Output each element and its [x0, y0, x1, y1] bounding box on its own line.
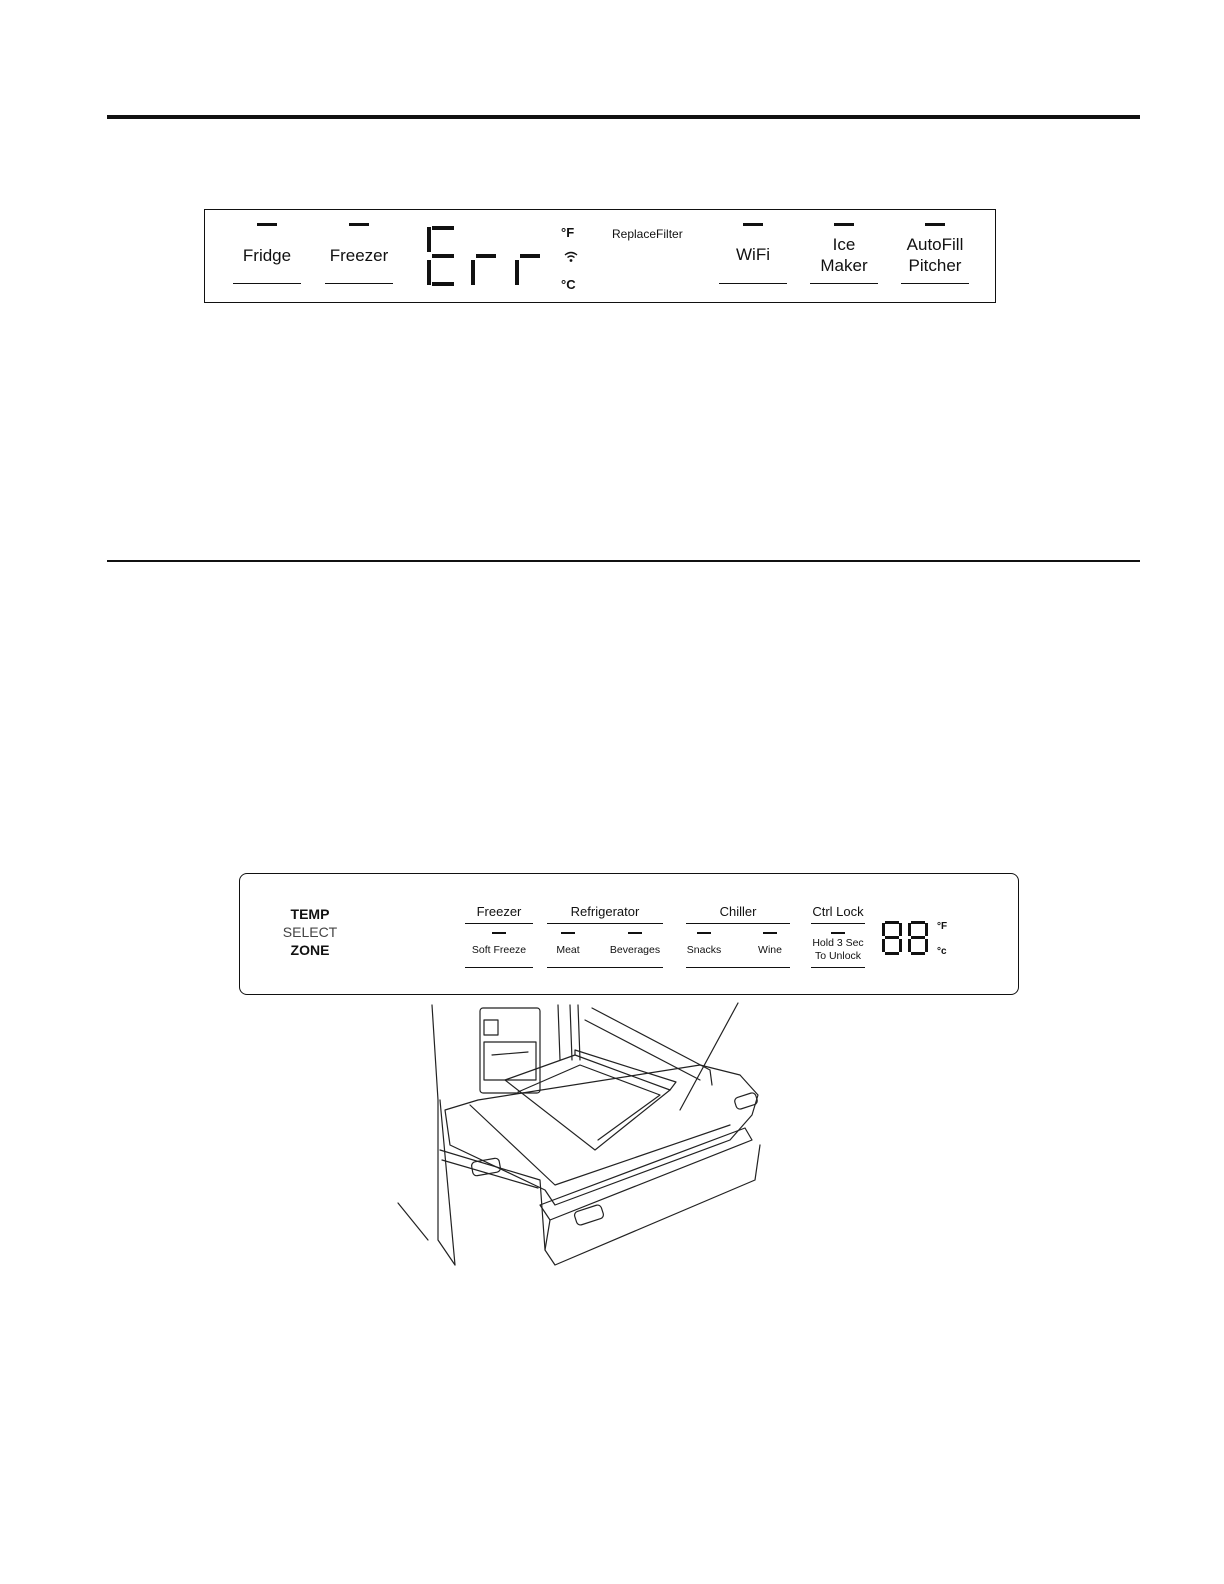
middle-rule — [107, 560, 1140, 562]
ice-maker-indicator-led — [834, 223, 854, 226]
wine-button[interactable]: Wine — [758, 944, 782, 956]
refrigerator-control-panel — [204, 209, 996, 303]
celsius-indicator: °C — [561, 277, 576, 292]
beverages-indicator-led — [628, 932, 642, 934]
wifi-indicator-led — [743, 223, 763, 226]
snacks-indicator-led — [697, 932, 711, 934]
soft-freeze-button[interactable]: Soft Freeze — [471, 944, 527, 956]
seven-segment-display — [423, 224, 548, 288]
autofill-indicator-led — [925, 223, 945, 226]
ice-maker-button[interactable] — [810, 210, 878, 304]
wifi-icon — [564, 250, 578, 264]
snacks-button[interactable]: Snacks — [686, 944, 722, 956]
wifi-label: WiFi — [736, 245, 770, 264]
fridge-indicator-led — [257, 223, 277, 226]
temperature-display — [881, 919, 939, 959]
refrigerator-drawer-illustration — [380, 1000, 780, 1275]
zone-label-zone: ZONE — [290, 942, 330, 958]
zone-label-select: SELECT — [282, 924, 338, 940]
soft-freeze-indicator-led — [492, 932, 506, 934]
zone-label-temp: TEMP — [290, 906, 330, 922]
freezer-button[interactable] — [325, 210, 393, 304]
ice-maker-label-line2: Maker — [820, 256, 868, 275]
autofill-label-line1: AutoFill — [906, 235, 964, 254]
refrigerator-group-label: Refrigerator — [570, 904, 640, 919]
celsius-indicator: °c — [937, 946, 947, 957]
freezer-group-label: Freezer — [476, 904, 522, 919]
fahrenheit-indicator: °F — [937, 921, 948, 932]
temp-select-zone-button[interactable] — [270, 905, 350, 959]
drawer-control-panel — [239, 873, 1019, 995]
ice-maker-label-line1: Ice — [832, 235, 856, 254]
ctrl-lock-hint-line1: Hold 3 Sec — [812, 937, 864, 949]
beverages-button[interactable]: Beverages — [609, 944, 661, 956]
ctrl-lock-indicator-led — [831, 932, 845, 934]
replace-filter-indicator: ReplaceFilter — [612, 227, 683, 241]
meat-button[interactable]: Meat — [556, 944, 580, 956]
wifi-button[interactable] — [719, 210, 787, 304]
freezer-indicator-led — [349, 223, 369, 226]
fridge-label: Fridge — [242, 246, 292, 265]
wine-indicator-led — [763, 932, 777, 934]
autofill-pitcher-button[interactable] — [901, 210, 969, 304]
ctrl-lock-group-label: Ctrl Lock — [812, 904, 864, 919]
ctrl-lock-button[interactable] — [802, 937, 874, 965]
chiller-group-label: Chiller — [719, 904, 757, 919]
top-rule — [107, 115, 1140, 119]
ctrl-lock-hint-line2: To Unlock — [814, 950, 862, 962]
fahrenheit-indicator: °F — [561, 225, 575, 240]
autofill-label-line2: Pitcher — [908, 256, 962, 275]
fridge-button[interactable] — [233, 210, 301, 304]
meat-indicator-led — [561, 932, 575, 934]
freezer-label: Freezer — [329, 246, 389, 265]
